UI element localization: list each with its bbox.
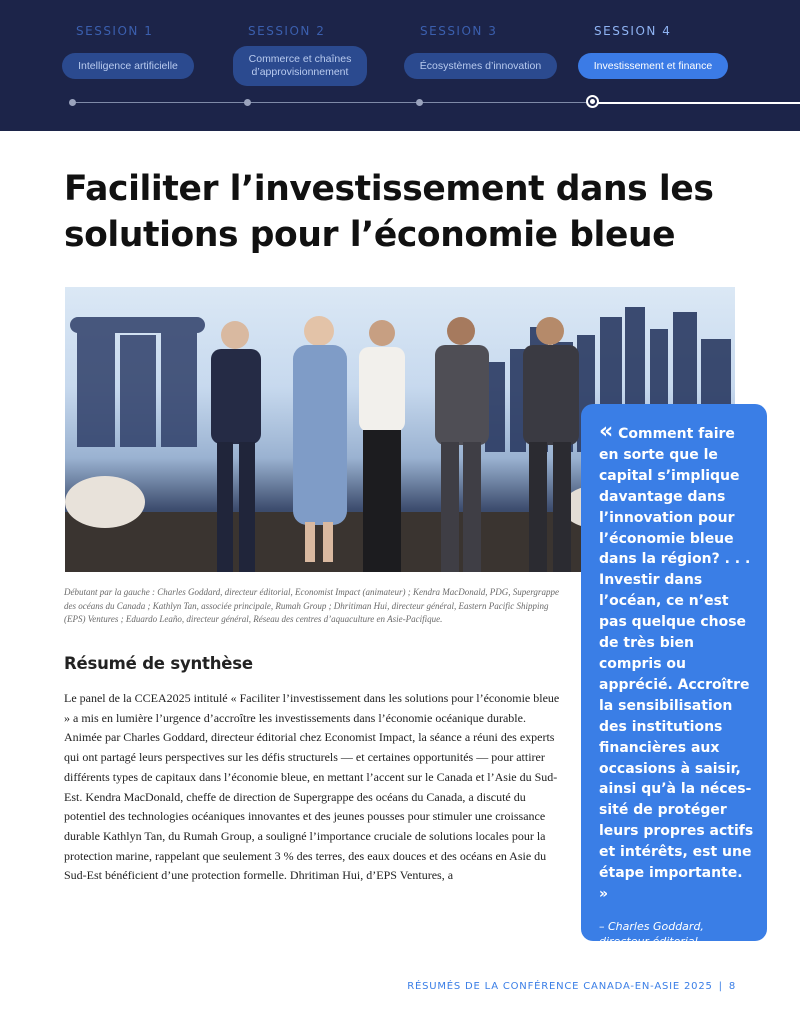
photo-caption: Débutant par la gauche : Charles Goddard, directeur éditorial, Economist Impact (animateur) ; Kendra MacDonald, PDG, Supergrappe des océans du Canada ; Kathlyn Tan, associée principale, Rumah Group ; Dhritiman Hui, directeur général, Eastern Pacific Shipping (EPS) Ventures ; Eduardo Leaño, directeur général, Réseau des centres d’aquaculture en Asie-Pacifique. — [64, 587, 559, 625]
quote-attribution — [599, 919, 755, 966]
stage-chair-left — [65, 476, 145, 528]
session-navigation-bar — [0, 0, 800, 131]
session-2-tab-trade[interactable]: Commerce et chaînes d’approvisionnement — [233, 46, 367, 86]
panelist-3 — [359, 320, 405, 572]
timeline-dot-3 — [416, 99, 423, 106]
session-2-label: SESSION 2 — [248, 24, 326, 38]
timeline-dot-1 — [69, 99, 76, 106]
timeline-dot-2 — [244, 99, 251, 106]
pull-quote-text: Comment faire en sorte que le capital s’implique davantage dans l’innovation pour l’économie bleue dans la région? . . . Investir dans l’océan, ce n’est pas quelque chose de très bien compris ou apprécié. Accroître la sensibilisation des institutions financières aux occasions à saisir, ainsi qu’à la néces-sité de protéger leurs propres actifs et intérêts, est une étape importante. » — [599, 426, 754, 902]
quote-mark-icon: « — [599, 419, 614, 444]
session-timeline — [72, 102, 800, 103]
page-title: Faciliter l’investissement dans les solutions pour l’économie bleue — [64, 169, 714, 255]
page-footer — [407, 981, 736, 992]
summary-body: Le panel de la CCEA2025 intitulé « Faciliter l’investissement dans les solutions pour l’économie bleue » a mis en lumière l’urgence d’accroître les investissements dans l’économie océanique durable. Animée par Charles Goddard, directeur éditorial chez Economist Impact, la séance a réuni des experts qui ont partagé leurs perspectives sur les défis structurels — et certaines opportunités — pour attirer différents types de capitaux dans l’économie bleue, en mettant l’accent sur le Canada et l’Asie du Sud-Est. Kendra MacDonald, cheffe de direction de Supergrappe des océans du Canada, a discuté du potentiel des technologies océaniques innovantes et des jeunes pousses pour stimuler une croissance durable Kathlyn Tan, du Rumah Group, a souligné l’importance cruciale de solutions locales pour la protection marine, rappelant que seulement 3 % des terres, des eaux douces et des océans en Asie du Sud-Est bénéficient d’une protection formelle. Dhritiman Hui, d’EPS Ventures, a — [64, 691, 560, 883]
footer-publication-title: RÉSUMÉS DE LA CONFÉRENCE CANADA-EN-ASIE 2025 — [407, 981, 713, 992]
session-1-label: SESSION 1 — [76, 24, 154, 38]
session-4-label: SESSION 4 — [594, 24, 672, 38]
summary-heading: Résumé de synthèse — [64, 654, 253, 673]
skyline-left — [70, 317, 205, 447]
timeline-active-segment — [593, 102, 800, 104]
page-number: 8 — [728, 981, 736, 992]
footer-separator: | — [718, 981, 723, 992]
pull-quote — [599, 419, 755, 905]
timeline-dot-4-current — [586, 95, 599, 108]
attribution-name: – Charles Goddard, — [599, 919, 704, 933]
pull-quote-box — [581, 404, 767, 964]
session-3-tab-innovation[interactable]: Écosystèmes d’innovation — [404, 53, 557, 79]
session-3-label: SESSION 3 — [420, 24, 498, 38]
session-1-tab-ai[interactable]: Intelligence artificielle — [62, 53, 194, 79]
attribution-role: directeur éditorial, — [599, 935, 702, 949]
attribution-org: Economist Impact — [599, 950, 698, 964]
session-4-tab-finance[interactable]: Investissement et finance — [578, 53, 728, 79]
